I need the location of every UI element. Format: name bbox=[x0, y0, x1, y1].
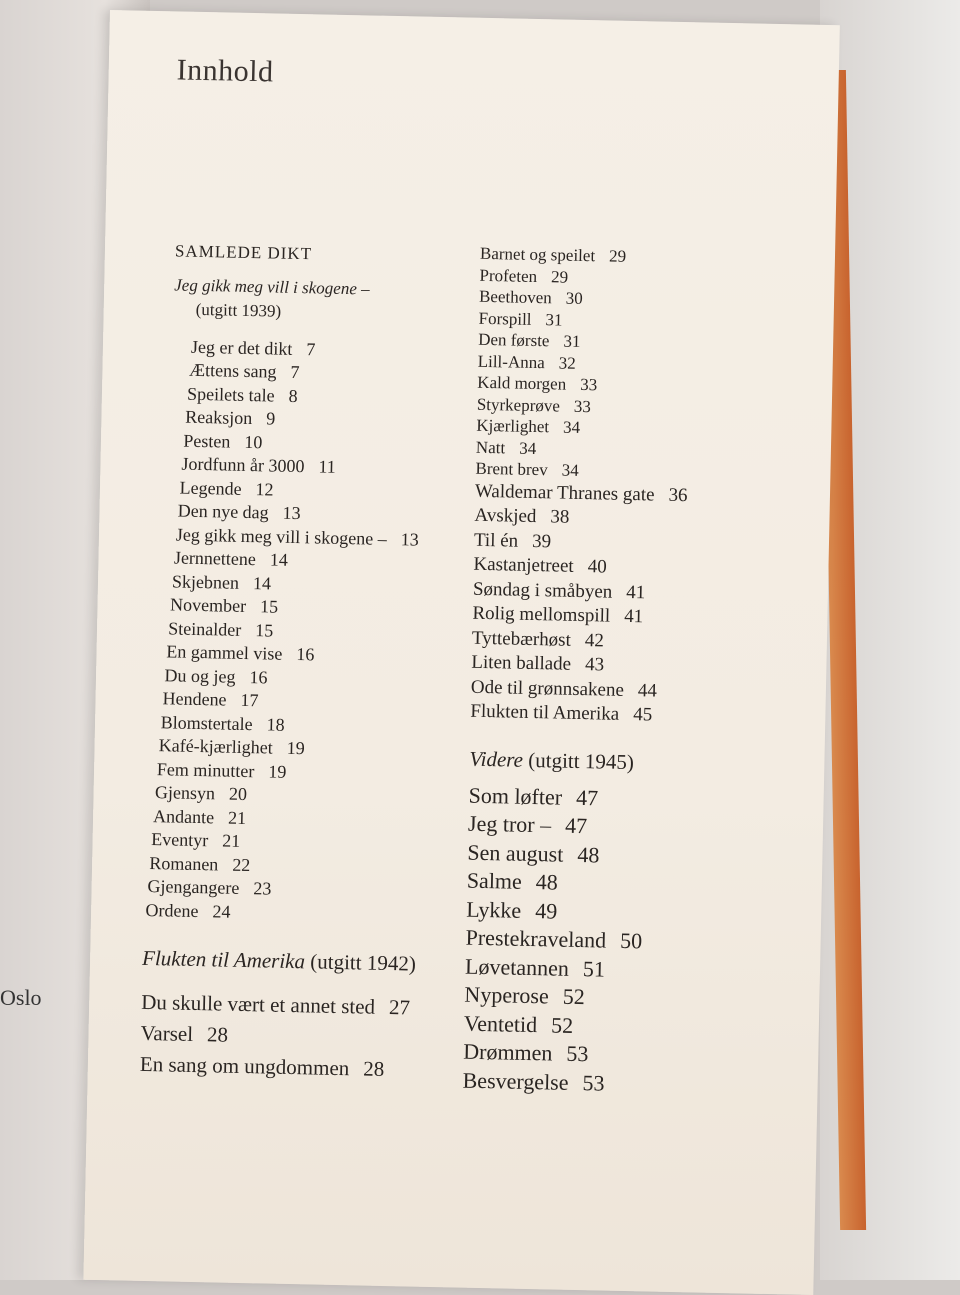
entry-page-number: 32 bbox=[558, 352, 576, 373]
entry-page-number: 10 bbox=[244, 431, 263, 452]
entry-page-number: 23 bbox=[253, 878, 272, 899]
entry-page-number: 27 bbox=[388, 995, 411, 1020]
collection-heading bbox=[469, 746, 789, 778]
entry-page-number: 39 bbox=[531, 530, 552, 552]
entry-title: Liten ballade bbox=[471, 651, 572, 675]
collection-title: Flukten til Amerika bbox=[141, 945, 306, 974]
entry-page-number: 15 bbox=[259, 596, 279, 617]
entry-page-number: 30 bbox=[565, 288, 583, 308]
entry-title: Sen august bbox=[467, 839, 564, 867]
entry-title: Speilets tale bbox=[186, 383, 275, 406]
entry-title: Nyperose bbox=[464, 981, 550, 1009]
entry-page-number: 16 bbox=[249, 666, 268, 688]
entry-title: Besvergelse bbox=[462, 1067, 569, 1095]
entry-title: Den nye dag bbox=[177, 500, 269, 523]
entry-page-number: 43 bbox=[584, 654, 605, 676]
entry-page-number: 13 bbox=[400, 528, 419, 550]
entry-title: Brent brev bbox=[475, 458, 548, 480]
entry-page-number: 52 bbox=[550, 1011, 574, 1038]
entry-title: Forspill bbox=[478, 308, 532, 329]
entry-title: Gjengangere bbox=[147, 876, 240, 898]
entry-page-number: 18 bbox=[266, 714, 285, 735]
poem-list bbox=[143, 335, 495, 929]
contents-page bbox=[83, 10, 839, 1295]
entry-title: November bbox=[169, 594, 247, 617]
entry-page-number: 22 bbox=[232, 854, 251, 875]
entry-title: Styrkeprøve bbox=[476, 394, 561, 416]
entry-page-number: 41 bbox=[623, 605, 644, 628]
entry-title: Tyttebærhøst bbox=[471, 627, 572, 651]
entry-title: Waldemar Thranes gate bbox=[474, 480, 655, 506]
entry-title: Som løfter bbox=[468, 782, 563, 810]
entry-title: Varsel bbox=[140, 1020, 194, 1047]
entry-title: Steinalder bbox=[168, 617, 242, 640]
entry-page-number: 19 bbox=[286, 737, 305, 759]
entry-title: Kjærlighet bbox=[476, 415, 550, 437]
entry-title: Blomstertale bbox=[160, 711, 253, 734]
entry-page-number: 29 bbox=[608, 246, 627, 266]
entry-page-number: 34 bbox=[519, 438, 537, 458]
entry-page-number: 40 bbox=[587, 556, 607, 578]
entry-page-number: 47 bbox=[575, 784, 599, 810]
entry-page-number: 14 bbox=[252, 572, 272, 594]
facing-page-text: Oslo bbox=[0, 985, 42, 1010]
entry-title: Kastanjetreet bbox=[473, 553, 574, 577]
entry-title: Ordene bbox=[145, 899, 199, 921]
contents-entry bbox=[140, 1049, 481, 1087]
entry-page-number: 41 bbox=[626, 581, 646, 603]
entry-page-number: 7 bbox=[290, 361, 300, 383]
entry-title: Jeg gikk meg vill i skogene – bbox=[175, 524, 387, 549]
entry-page-number: 8 bbox=[288, 385, 298, 406]
collection-published: (utgitt 1939) bbox=[195, 299, 282, 321]
entry-title: Hendene bbox=[162, 688, 227, 710]
entry-page-number: 48 bbox=[535, 869, 559, 895]
entry-title: En gammel vise bbox=[166, 641, 283, 664]
poem-list bbox=[140, 987, 482, 1087]
entry-title: Kald morgen bbox=[477, 372, 567, 394]
entry-title: Andante bbox=[152, 805, 215, 827]
entry-title: En sang om ungdommen bbox=[139, 1051, 350, 1081]
collection-title: Videre bbox=[469, 746, 524, 772]
entry-title: Du og jeg bbox=[164, 664, 236, 687]
entry-title: Ode til grønnsakene bbox=[470, 676, 625, 701]
entry-title: Fem minutter bbox=[156, 758, 255, 781]
entry-title: Til én bbox=[473, 529, 519, 552]
entry-page-number: 13 bbox=[282, 502, 301, 524]
collection-heading bbox=[142, 946, 482, 978]
contents-entry bbox=[462, 1066, 783, 1101]
entry-title: Romanen bbox=[149, 852, 219, 875]
contents-column-right bbox=[462, 243, 800, 1102]
entry-title: Ættens sang bbox=[188, 359, 277, 382]
entry-title: Eventyr bbox=[151, 829, 209, 851]
entry-page-number: 11 bbox=[318, 456, 337, 477]
entry-title: Rolig mellomspill bbox=[472, 602, 611, 627]
entry-page-number: 12 bbox=[255, 478, 274, 500]
entry-page-number: 14 bbox=[269, 549, 289, 570]
entry-page-number: 28 bbox=[363, 1056, 385, 1082]
entry-title: Pesten bbox=[183, 430, 231, 452]
entry-title: Den første bbox=[477, 329, 550, 351]
entry-page-number: 53 bbox=[566, 1040, 589, 1067]
entry-title: Jeg tror – bbox=[467, 810, 552, 838]
entry-page-number: 49 bbox=[534, 897, 558, 924]
section-heading: SAMLEDE DIKT bbox=[174, 241, 313, 264]
collection-heading bbox=[156, 273, 497, 328]
entry-page-number: 33 bbox=[579, 374, 598, 395]
entry-page-number: 9 bbox=[266, 408, 276, 429]
entry-page-number: 45 bbox=[632, 704, 653, 726]
poem-list bbox=[462, 781, 788, 1101]
entry-title: Natt bbox=[475, 437, 506, 457]
entry-page-number: 7 bbox=[306, 338, 316, 359]
entry-title: Du skulle vært et annet sted bbox=[140, 989, 376, 1019]
entry-page-number: 29 bbox=[550, 266, 569, 287]
entry-title: Gjensyn bbox=[154, 782, 216, 804]
entry-title: Løvetannen bbox=[464, 953, 570, 981]
entry-title: Drømmen bbox=[463, 1038, 553, 1066]
collection-published: (utgitt 1942) bbox=[310, 949, 417, 976]
entry-page-number: 42 bbox=[584, 629, 605, 651]
collection-title: Jeg gikk meg vill i skogene – bbox=[174, 275, 370, 299]
entry-page-number: 52 bbox=[562, 983, 586, 1010]
entry-page-number: 19 bbox=[268, 761, 287, 782]
entry-page-number: 21 bbox=[227, 807, 247, 828]
entry-page-number: 24 bbox=[212, 900, 231, 922]
entry-title: Kafé-kjærlighet bbox=[158, 735, 273, 758]
entry-page-number: 31 bbox=[545, 309, 563, 330]
entry-title: Lykke bbox=[465, 896, 522, 923]
entry-page-number: 50 bbox=[619, 927, 643, 954]
entry-title: Jeg er det dikt bbox=[190, 336, 293, 359]
entry-title: Søndag i småbyen bbox=[472, 578, 613, 603]
entry-page-number: 28 bbox=[206, 1022, 229, 1047]
entry-page-number: 31 bbox=[563, 331, 581, 351]
entry-title: Barnet og speilet bbox=[479, 243, 596, 266]
page-title: Innhold bbox=[176, 53, 274, 89]
entry-title: Jernnettene bbox=[173, 547, 257, 570]
entry-page-number: 33 bbox=[573, 396, 592, 416]
entry-title: Jordfunn år 3000 bbox=[181, 453, 305, 477]
entry-page-number: 21 bbox=[221, 830, 241, 852]
collection-published: (utgitt 1945) bbox=[528, 747, 635, 774]
entry-title: Salme bbox=[466, 867, 523, 894]
entry-title: Ventetid bbox=[463, 1010, 538, 1037]
contents-column-left bbox=[140, 241, 497, 1087]
entry-page-number: 38 bbox=[550, 506, 570, 528]
entry-title: Beethoven bbox=[478, 286, 552, 308]
entry-page-number: 17 bbox=[240, 689, 259, 711]
entry-page-number: 53 bbox=[582, 1069, 605, 1096]
entry-title: Profeten bbox=[479, 265, 538, 286]
entry-title: Lill-Anna bbox=[477, 351, 545, 372]
entry-page-number: 36 bbox=[668, 484, 688, 506]
entry-title: Skjebnen bbox=[171, 571, 240, 593]
entry-title: Legende bbox=[179, 477, 242, 499]
entry-page-number: 34 bbox=[561, 460, 579, 480]
entry-page-number: 48 bbox=[577, 841, 600, 867]
poem-list bbox=[475, 243, 800, 486]
entry-page-number: 20 bbox=[228, 783, 248, 805]
entry-page-number: 47 bbox=[564, 812, 588, 839]
entry-page-number: 15 bbox=[255, 619, 274, 641]
entry-title: Avskjed bbox=[474, 504, 537, 528]
entry-page-number: 51 bbox=[582, 955, 606, 982]
entry-page-number: 44 bbox=[637, 679, 658, 702]
entry-title: Flukten til Amerika bbox=[470, 700, 620, 725]
entry-page-number: 34 bbox=[562, 417, 581, 437]
entry-page-number: 16 bbox=[296, 644, 315, 665]
entry-title: Reaksjon bbox=[185, 406, 253, 429]
poem-list bbox=[470, 479, 795, 731]
entry-title: Prestekraveland bbox=[465, 924, 607, 953]
